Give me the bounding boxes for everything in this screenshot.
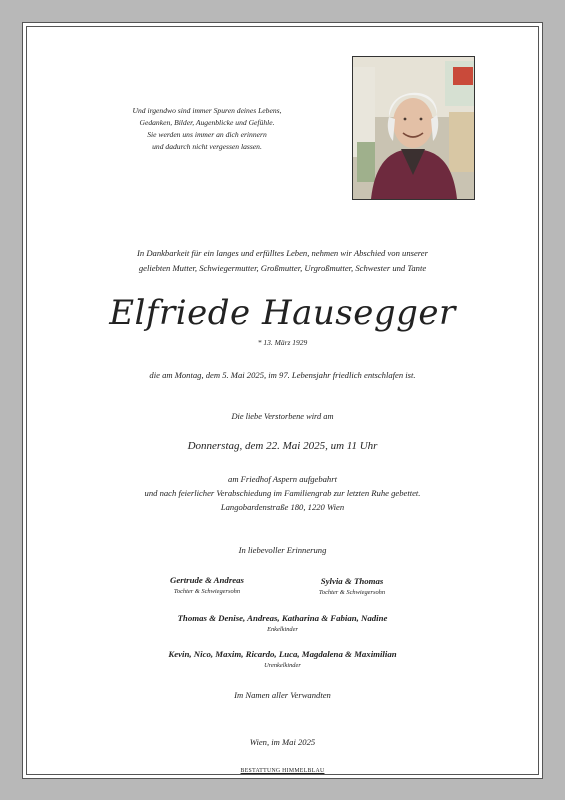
place-and-date: Wien, im Mai 2025 bbox=[249, 737, 316, 747]
deceased-name: Elfriede Hausegger bbox=[109, 293, 456, 333]
family-relation: Tochter & Schwiegersohn bbox=[318, 589, 386, 596]
memory-heading: In liebevoller Erinnerung bbox=[238, 545, 327, 555]
family-names: Sylvia & Thomas bbox=[320, 576, 384, 586]
quote-line: Und irgendwo sind immer Spuren deines Lebens, bbox=[132, 106, 282, 115]
memorial-quote bbox=[57, 105, 357, 153]
relatives-line: Im Namen aller Verwandten bbox=[234, 690, 331, 700]
farewell-intro bbox=[27, 246, 538, 276]
great-grandchildren-names: Kevin, Nico, Maxim, Ricardo, Luca, Magdalena & Maximilian bbox=[168, 649, 397, 659]
portrait-image bbox=[353, 57, 474, 199]
death-notice: die am Montag, dem 5. Mai 2025, im 97. Lebensjahr friedlich entschlafen ist. bbox=[149, 370, 416, 380]
obituary-card bbox=[22, 22, 543, 779]
family-names: Gertrude & Andreas bbox=[170, 575, 244, 585]
great-grandchildren bbox=[27, 649, 538, 669]
place-line: am Friedhof Aspern aufgebahrt bbox=[228, 474, 337, 484]
intro-line: In Dankbarkeit für ein langes und erfülltes Leben, nehmen wir Abschied von unserer bbox=[137, 248, 428, 258]
birth-date: * 13. März 1929 bbox=[257, 338, 308, 347]
intro-line: geliebten Mutter, Schwiegermutter, Großmutter, Urgroßmutter, Schwester und Tante bbox=[138, 263, 427, 273]
quote-line: Gedanken, Bilder, Augenblicke und Gefühle. bbox=[139, 118, 275, 127]
funeral-home: BESTATTUNG HIMMELBLAU bbox=[240, 768, 325, 774]
great-grandchildren-relation: Urenkelkinder bbox=[264, 662, 301, 669]
family-relation: Tochter & Schwiegersohn bbox=[173, 588, 241, 595]
child-family-2 bbox=[272, 576, 432, 596]
grandchildren-relation: Enkelkinder bbox=[267, 626, 298, 633]
ceremony-date: Donnerstag, dem 22. Mai 2025, um 11 Uhr bbox=[187, 440, 378, 452]
inner-border bbox=[26, 26, 539, 775]
quote-line: Sie werden uns immer an dich erinnern bbox=[147, 130, 267, 139]
grandchildren bbox=[27, 613, 538, 633]
place-line: und nach feierlicher Verabschiedung im Familiengrab zur letzten Ruhe gebettet. bbox=[144, 488, 421, 498]
place-line: Langobardenstraße 180, 1220 Wien bbox=[220, 502, 345, 512]
child-family-1 bbox=[127, 575, 287, 595]
quote-line: und dadurch nicht vergessen lassen. bbox=[152, 142, 262, 151]
grandchildren-names: Thomas & Denise, Andreas, Katharina & Fabian, Nadine bbox=[177, 613, 388, 623]
portrait-photo bbox=[352, 56, 475, 200]
remains-intro: Die liebe Verstorbene wird am bbox=[231, 412, 334, 421]
burial-place bbox=[27, 472, 538, 514]
